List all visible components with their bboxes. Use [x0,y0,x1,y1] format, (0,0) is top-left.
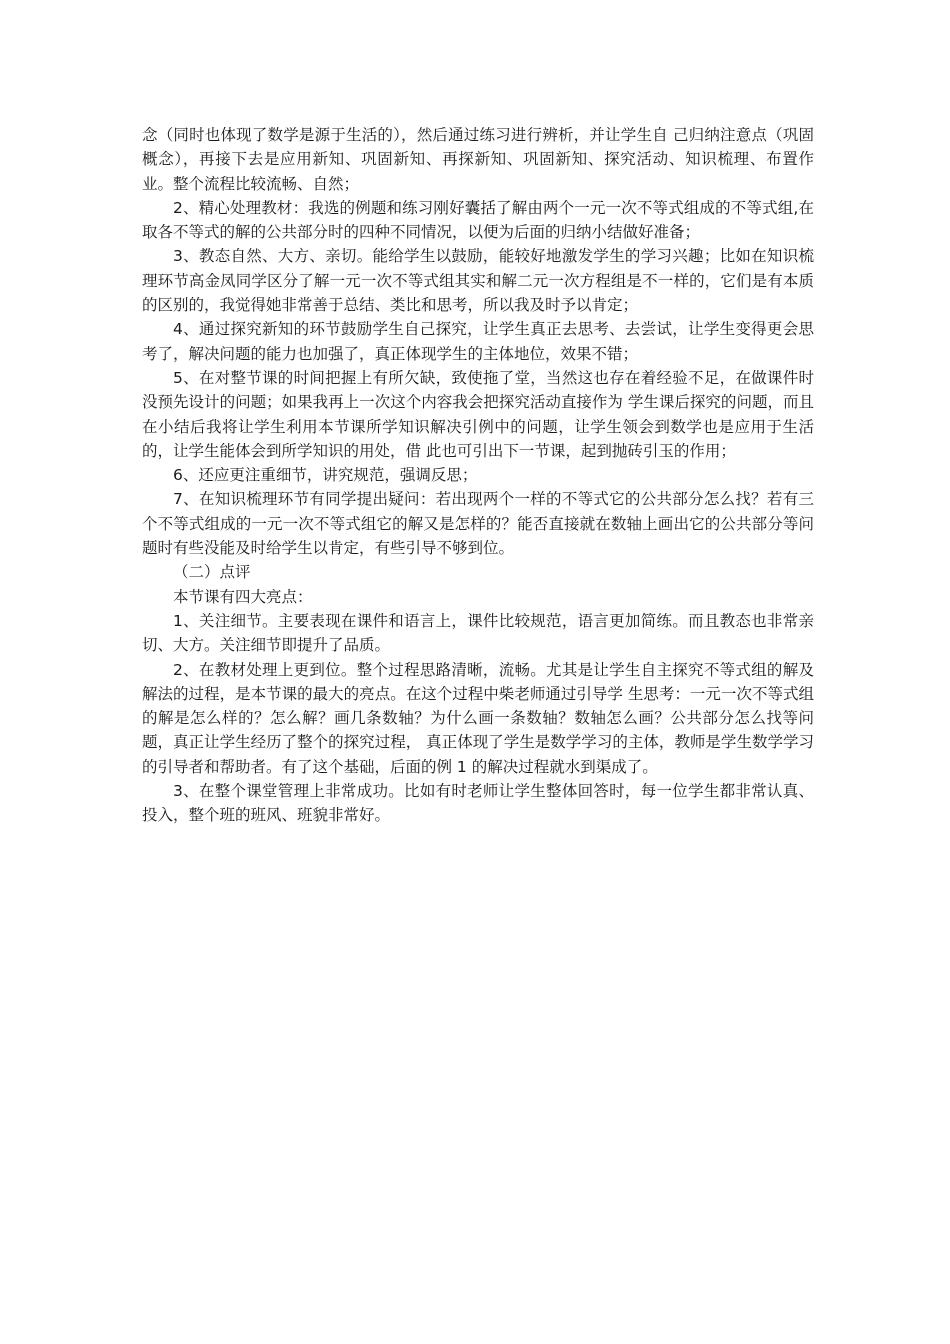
paragraph-item-3: 3、教态自然、大方、亲切。能给学生以鼓励，能较好地激发学生的学习兴趣；比如在知识梳理环节高金凤同学区分了解一元一次不等式组其实和解二元一次方程组是不一样的，它们是有本质的区别的，我觉得她非常善于总结、类比和思考，所以我及时予以肯定； [142,247,814,315]
paragraph-item-6: 6、还应更注重细节，讲究规范，强调反思； [173,466,478,485]
paragraph-item-4: 4、通过探究新知的环节鼓励学生自己探究，让学生真正去思考、去尝试，让学生变得更会思考了，解决问题的能力也加强了，真正体现学生的主体地位，效果不错； [142,320,814,363]
paragraph-item-5: 5、在对整节课的时间把握上有所欠缺，致使拖了堂，当然这也存在着经验不足，在做课件时没预先设计的问题；如果我再上一次这个内容我会把探究活动直接作为 学生课后探究的问题，而且在小结后我将让学生利用本节课所学知识解决引例中的问题，让学生领会到数学也是应用于生活的，让学生能体会到所学知识的用处，借 此也可引出下一节课，起到抛砖引玉的作用； [142,368,814,460]
paragraph-highlight-2: 2、在教材处理上更到位。整个过程思路清晰，流畅。尤其是让学生自主探究不等式组的解及解法的过程，是本节课的最大的亮点。在这个过程中柴老师通过引导学 生思考：一元一次不等式组的解是怎么样的？怎么解？画几条数轴？为什么画一条数轴？数轴怎么画？公共部分怎么找等问题，真正让学生经历了整个的探究过程， 真正体现了学生是数学学习的主体，教师是学生数学学习的引导者和帮助者。有了这个基础，后面的例 1 的解决过程就水到渠成了。 [142,660,814,776]
paragraph-continuation: 念（同时也体现了数学是源于生活的），然后通过练习进行辨析，并让学生自 己归纳注意点（巩固概念），再接下去是应用新知、巩固新知、再探新知、巩固新知、探究活动、知识梳理、布置作业。整个流程比较流畅、自然； [142,126,814,193]
document-body [142,123,814,828]
paragraph-highlights-intro: 本节课有四大亮点： [173,587,313,606]
paragraph-item-7: 7、在知识梳理环节有同学提出疑问：若出现两个一样的不等式它的公共部分怎么找？若有三个不等式组成的一元一次不等式组它的解又是怎样的？能否直接就在数轴上画出它的公共部分等问题时有些没能及时给学生以肯定，有些引导不够到位。 [142,490,814,558]
paragraph-highlight-3: 3、在整个课堂管理上非常成功。比如有时老师让学生整体回答时，每一位学生都非常认真、投入，整个班的班风、班貌非常好。 [142,782,814,825]
section-heading-review: （二）点评 [173,563,251,582]
paragraph-highlight-1: 1、关注细节。主要表现在课件和语言上，课件比较规范，语言更加简练。而且教态也非常亲切、大方。关注细节即提升了品质。 [142,611,814,655]
paragraph-item-2: 2、精心处理教材：我选的例题和练习刚好囊括了解由两个一元一次不等式组成的不等式组,在取各不等式的解的公共部分时的四种不同情况，以便为后面的归纳小结做好准备； [142,198,814,242]
